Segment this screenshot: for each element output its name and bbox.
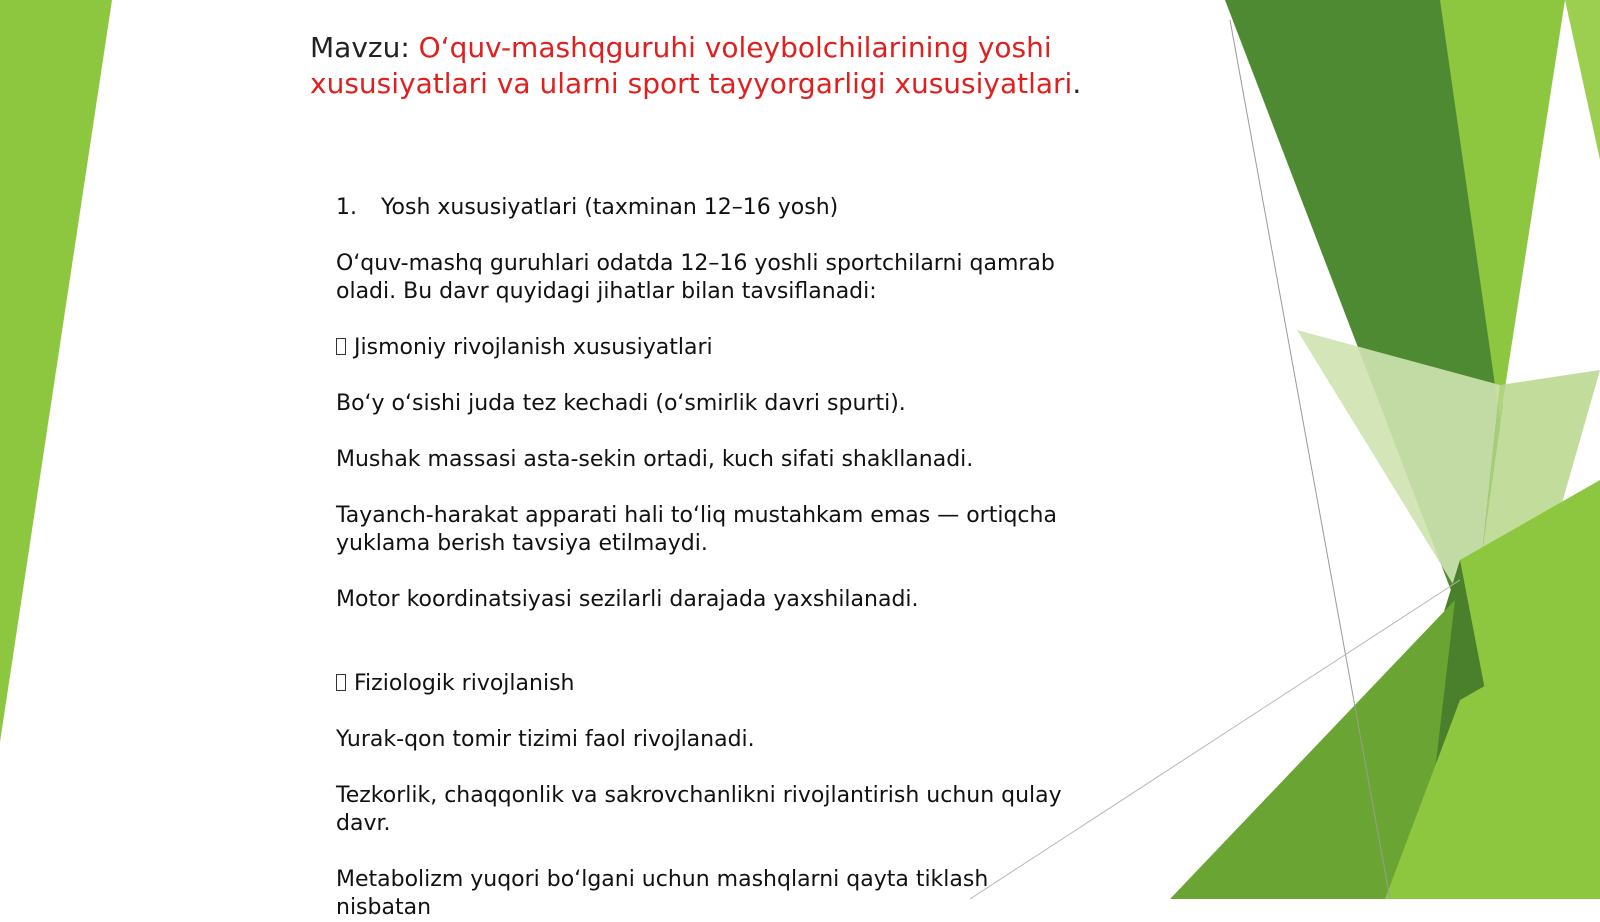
missing-glyph-bullet-icon [336, 674, 346, 691]
physical-item: Motor koordinatsiyasi sezilarli darajada yaxshilanadi. [336, 587, 919, 612]
physiological-item: Metabolizm yuqori bo‘lgani uchun mashqlarni qayta tiklash nisbatan [336, 867, 989, 920]
physical-item: Mushak massasi asta-sekin ortadi, kuch sifati shakllanadi. [336, 447, 974, 472]
physical-item: Bo‘y o‘sishi juda tez kechadi (o‘smirlik davri spurti). [336, 391, 906, 416]
slide-body [336, 194, 1096, 922]
physical-item: Tayanch-harakat apparati hali to‘liq mustahkam emas — ortiqcha yuklama berish tavsiya etilmaydi. [336, 503, 1057, 556]
left-green-triangle [0, 0, 112, 742]
section-physiological-title [336, 670, 1096, 698]
physiological-item: Tezkorlik, chaqqonlik va sakrovchanlikni rivojlantirish uchun qulay davr. [336, 783, 1062, 836]
missing-glyph-bullet-icon [336, 338, 346, 355]
physiological-item: Yurak-qon tomir tizimi faol rivojlanadi. [336, 727, 755, 752]
title-prefix: Mavzu: [310, 31, 419, 64]
title-topic: O‘quv-mashqguruhi voleybolchilarining yoshi xususiyatlari va ularni sport tayyorgarligi xususiyatlari [310, 31, 1073, 100]
heading-text: Yosh xususiyatlari (taxminan 12–16 yosh) [381, 195, 839, 220]
slide-title [310, 30, 1130, 102]
heading-number: 1. [336, 195, 357, 220]
section-physical-title-text: Jismoniy rivojlanish xususiyatlari [354, 335, 713, 360]
section-physical-title [336, 334, 1096, 362]
section-physiological-title-text: Fiziologik rivojlanish [354, 671, 575, 696]
numbered-heading [336, 194, 1096, 222]
right-strip-facet [1565, 0, 1600, 160]
title-end-punctuation: . [1072, 67, 1082, 100]
intro-paragraph: O‘quv-mashq guruhlari odatda 12–16 yoshli sportchilarni qamrab oladi. Bu davr quyidagi jihatlar bilan tavsiflanadi: [336, 251, 1055, 304]
